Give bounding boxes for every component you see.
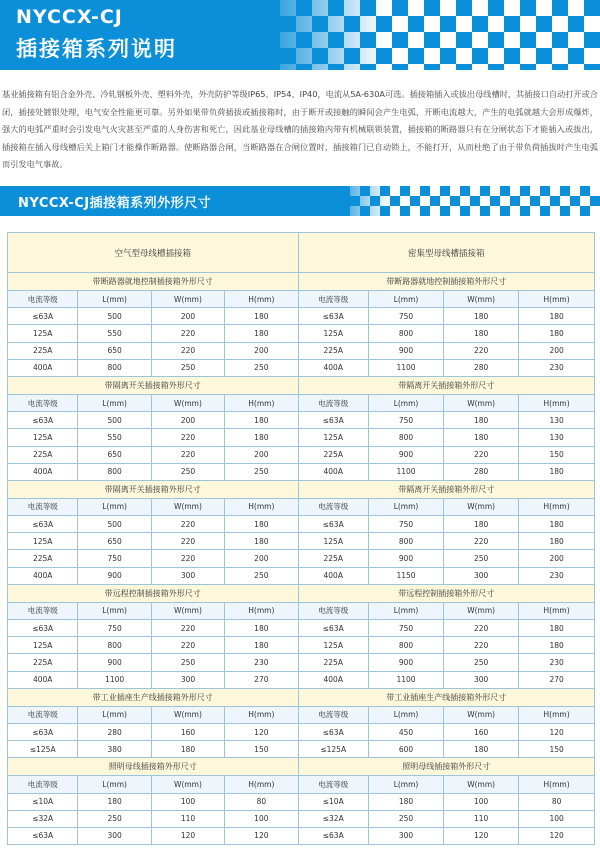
table-cell: 900	[368, 550, 443, 567]
table-cell: 180	[225, 308, 298, 325]
table-cell: 225A	[8, 550, 78, 567]
table-cell: 250	[225, 463, 298, 480]
table-cell: 180	[225, 516, 298, 533]
table-cell: ≤63A	[298, 620, 368, 637]
table-cell: 230	[225, 654, 298, 671]
table-cell: 800	[78, 637, 151, 654]
table-cell: 750	[368, 412, 443, 429]
column-header: H(mm)	[519, 394, 595, 411]
table-cell: 400A	[298, 359, 368, 376]
table-cell: 300	[151, 567, 224, 584]
column-header: 电流等级	[298, 776, 368, 793]
group-title-row	[8, 480, 595, 498]
column-header: 电流等级	[298, 291, 368, 308]
table-row	[8, 671, 595, 688]
table-cell: 130	[519, 429, 595, 446]
table-cell: 180	[444, 412, 519, 429]
column-header: H(mm)	[225, 498, 298, 515]
table-cell: 180	[225, 412, 298, 429]
table-cell: 120	[444, 827, 519, 844]
column-header: H(mm)	[225, 602, 298, 619]
table-cell: 750	[78, 550, 151, 567]
table-cell: 250	[368, 810, 443, 827]
table-cell: ≤63A	[298, 412, 368, 429]
table-cell: 130	[519, 412, 595, 429]
table-cell: 230	[519, 359, 595, 376]
table-cell: 800	[78, 359, 151, 376]
column-header: W(mm)	[444, 706, 519, 723]
table-row	[8, 412, 595, 429]
table-cell: 100	[151, 793, 224, 810]
table-cell: 250	[151, 654, 224, 671]
table-cell: 650	[78, 533, 151, 550]
table-cell: 160	[444, 723, 519, 740]
table-row	[8, 516, 595, 533]
column-header: 电流等级	[298, 602, 368, 619]
table-row	[8, 567, 595, 584]
column-header: W(mm)	[151, 291, 224, 308]
column-header: L(mm)	[368, 776, 443, 793]
table-cell: 900	[368, 446, 443, 463]
column-header: W(mm)	[151, 602, 224, 619]
table-cell: 225A	[298, 550, 368, 567]
table-cell: ≤63A	[8, 827, 78, 844]
column-header: 电流等级	[298, 394, 368, 411]
table-cell: 270	[225, 671, 298, 688]
table-row	[8, 308, 595, 325]
table-cell: 1150	[368, 567, 443, 584]
group-title: 带隔离开关插接箱外形尺寸	[8, 480, 299, 498]
page-title: 插接箱系列说明	[16, 37, 177, 61]
product-code: NYCCX-CJ	[16, 6, 123, 28]
group-title: 带断路器就地控制插接箱外形尺寸	[298, 273, 594, 291]
table-cell: 650	[78, 446, 151, 463]
table-cell: 250	[78, 810, 151, 827]
column-header: 电流等级	[8, 291, 78, 308]
table-cell: 900	[78, 654, 151, 671]
column-header: L(mm)	[78, 394, 151, 411]
table-cell: 220	[444, 342, 519, 359]
table-row	[8, 325, 595, 342]
group-title: 带隔离开关插接箱外形尺寸	[8, 376, 299, 394]
table-main-header	[8, 233, 595, 273]
column-header: H(mm)	[225, 776, 298, 793]
table-cell: 180	[444, 741, 519, 758]
group-title: 带工业插座生产线插接箱外形尺寸	[298, 688, 594, 706]
table-cell: 180	[225, 533, 298, 550]
table-cell: 220	[151, 533, 224, 550]
table-cell: 550	[78, 429, 151, 446]
table-row	[8, 827, 595, 844]
column-header: H(mm)	[225, 706, 298, 723]
table-cell: 150	[519, 741, 595, 758]
table-cell: 100	[225, 810, 298, 827]
table-row	[8, 342, 595, 359]
table-cell: 220	[151, 325, 224, 342]
group-title: 带断路器就地控制插接箱外形尺寸	[8, 273, 299, 291]
table-cell: 450	[368, 723, 443, 740]
table-row	[8, 533, 595, 550]
column-header: H(mm)	[519, 776, 595, 793]
table-cell: 200	[225, 342, 298, 359]
table-cell: 250	[444, 654, 519, 671]
table-cell: ≤63A	[8, 308, 78, 325]
table-cell: 125A	[8, 429, 78, 446]
table-cell: 900	[368, 654, 443, 671]
table-cell: 220	[151, 342, 224, 359]
table-cell: 180	[519, 533, 595, 550]
column-header: W(mm)	[444, 602, 519, 619]
table-cell: 125A	[298, 533, 368, 550]
table-cell: 180	[151, 741, 224, 758]
table-cell: 380	[78, 741, 151, 758]
column-header-row	[8, 776, 595, 793]
group-title-row	[8, 273, 595, 291]
column-header: 电流等级	[8, 706, 78, 723]
table-cell: 100	[519, 810, 595, 827]
table-cell: 400A	[298, 671, 368, 688]
group-title: 照明母线插接箱外形尺寸	[8, 758, 299, 776]
table-cell: ≤10A	[8, 793, 78, 810]
table-row	[8, 620, 595, 637]
table-cell: 400A	[298, 463, 368, 480]
table-cell: 270	[519, 671, 595, 688]
table-row	[8, 723, 595, 740]
dimensions-table	[7, 232, 595, 845]
table-cell: 220	[444, 637, 519, 654]
table-cell: 600	[368, 741, 443, 758]
table-row	[8, 550, 595, 567]
table-cell: 220	[151, 446, 224, 463]
table-cell: 280	[78, 723, 151, 740]
table-cell: 150	[519, 446, 595, 463]
column-header: H(mm)	[519, 602, 595, 619]
table-cell: 300	[78, 827, 151, 844]
table-cell: 160	[151, 723, 224, 740]
table-cell: 225A	[298, 446, 368, 463]
column-header: L(mm)	[78, 706, 151, 723]
table-cell: 120	[225, 723, 298, 740]
group-title: 带隔离开关插接箱外形尺寸	[298, 376, 594, 394]
table-cell: 300	[151, 671, 224, 688]
table-row	[8, 429, 595, 446]
table-cell: 200	[519, 550, 595, 567]
column-header: H(mm)	[225, 394, 298, 411]
table-cell: 110	[151, 810, 224, 827]
column-header: 电流等级	[298, 498, 368, 515]
table-cell: 180	[444, 325, 519, 342]
table-cell: ≤10A	[298, 793, 368, 810]
table-cell: 180	[444, 429, 519, 446]
column-header-row	[8, 498, 595, 515]
column-header: W(mm)	[151, 394, 224, 411]
table-cell: 500	[78, 412, 151, 429]
table-cell: 250	[225, 567, 298, 584]
column-header: W(mm)	[444, 394, 519, 411]
table-cell: 120	[151, 827, 224, 844]
table-cell: 500	[78, 308, 151, 325]
table-cell: 750	[78, 620, 151, 637]
column-header: 电流等级	[298, 706, 368, 723]
table-cell: 180	[225, 620, 298, 637]
table-cell: ≤32A	[8, 810, 78, 827]
table-cell: ≤63A	[8, 620, 78, 637]
table-cell: 225A	[298, 342, 368, 359]
table-cell: 180	[225, 325, 298, 342]
table-cell: 200	[225, 550, 298, 567]
table-cell: 1100	[368, 359, 443, 376]
table-cell: 400A	[8, 671, 78, 688]
table-cell: 220	[151, 429, 224, 446]
column-header: H(mm)	[519, 291, 595, 308]
table-cell: 500	[78, 516, 151, 533]
table-cell: 800	[78, 463, 151, 480]
group-title: 带远程控制插接箱外形尺寸	[298, 584, 594, 602]
table-row	[8, 359, 595, 376]
table-cell: 200	[225, 446, 298, 463]
table-cell: 900	[368, 342, 443, 359]
table-cell: 150	[225, 741, 298, 758]
table-cell: 180	[519, 637, 595, 654]
table-cell: 250	[151, 359, 224, 376]
table-cell: 1100	[368, 463, 443, 480]
table-cell: 80	[225, 793, 298, 810]
table-cell: 200	[151, 412, 224, 429]
table-cell: 180	[519, 325, 595, 342]
group-title-row	[8, 376, 595, 394]
column-header: W(mm)	[444, 776, 519, 793]
column-header: W(mm)	[151, 776, 224, 793]
table-cell: ≤63A	[298, 516, 368, 533]
column-header: L(mm)	[368, 291, 443, 308]
table-cell: 125A	[8, 325, 78, 342]
table-cell: 180	[225, 637, 298, 654]
table-cell: 220	[444, 533, 519, 550]
table-row	[8, 446, 595, 463]
column-header: L(mm)	[368, 394, 443, 411]
group-title-row	[8, 758, 595, 776]
column-header: L(mm)	[78, 776, 151, 793]
column-header-row	[8, 291, 595, 308]
table-cell: 110	[444, 810, 519, 827]
table-cell: 750	[368, 308, 443, 325]
column-header: 电流等级	[8, 498, 78, 515]
column-header: L(mm)	[78, 602, 151, 619]
table-cell: 230	[519, 654, 595, 671]
table-cell: ≤63A	[8, 412, 78, 429]
column-header-row	[8, 706, 595, 723]
table-cell: 280	[444, 359, 519, 376]
table-cell: 900	[78, 567, 151, 584]
table-cell: 750	[368, 620, 443, 637]
column-header: H(mm)	[225, 291, 298, 308]
column-header: L(mm)	[368, 706, 443, 723]
table-cell: 80	[519, 793, 595, 810]
table-cell: ≤63A	[8, 723, 78, 740]
air-busway-header: 空气型母线槽插接箱	[8, 233, 299, 273]
table-cell: 125A	[298, 637, 368, 654]
banner-fade	[255, 0, 385, 70]
column-header: H(mm)	[519, 706, 595, 723]
table-row	[8, 810, 595, 827]
table-row	[8, 741, 595, 758]
table-cell: 180	[444, 516, 519, 533]
table-cell: 250	[444, 550, 519, 567]
table-cell: 800	[368, 637, 443, 654]
table-cell: 125A	[298, 429, 368, 446]
table-cell: ≤125A	[8, 741, 78, 758]
table-cell: 220	[444, 446, 519, 463]
group-title: 照明母线插接箱外形尺寸	[298, 758, 594, 776]
table-cell: 230	[519, 567, 595, 584]
table-cell: 180	[225, 429, 298, 446]
column-header: 电流等级	[8, 394, 78, 411]
table-cell: 220	[151, 620, 224, 637]
group-title-row	[8, 584, 595, 602]
table-cell: 220	[444, 620, 519, 637]
table-cell: 180	[519, 308, 595, 325]
table-cell: 400A	[8, 567, 78, 584]
section-fade	[330, 186, 390, 216]
table-cell: 220	[151, 550, 224, 567]
table-cell: 120	[225, 827, 298, 844]
group-title: 带远程控制插接箱外形尺寸	[8, 584, 299, 602]
table-cell: 100	[444, 793, 519, 810]
table-cell: ≤63A	[298, 308, 368, 325]
column-header: H(mm)	[519, 498, 595, 515]
table-cell: 250	[225, 359, 298, 376]
column-header: 电流等级	[8, 602, 78, 619]
table-cell: 200	[519, 342, 595, 359]
group-title: 带工业插座生产线插接箱外形尺寸	[8, 688, 299, 706]
table-cell: 400A	[298, 567, 368, 584]
table-row	[8, 637, 595, 654]
table-cell: 1100	[368, 671, 443, 688]
table-cell: 120	[519, 827, 595, 844]
table-row	[8, 463, 595, 480]
table-cell: 180	[78, 793, 151, 810]
table-cell: 300	[444, 671, 519, 688]
table-cell: 180	[519, 620, 595, 637]
column-header: W(mm)	[444, 291, 519, 308]
table-row	[8, 654, 595, 671]
dimensions-table-wrap	[7, 232, 595, 845]
table-cell: 180	[519, 516, 595, 533]
group-title: 带隔离开关插接箱外形尺寸	[298, 480, 594, 498]
group-title-row	[8, 688, 595, 706]
dense-busway-header: 密集型母线槽插接箱	[298, 233, 594, 273]
table-cell: 125A	[8, 533, 78, 550]
column-header: L(mm)	[368, 602, 443, 619]
column-header: W(mm)	[151, 706, 224, 723]
table-cell: 225A	[8, 446, 78, 463]
column-header: W(mm)	[151, 498, 224, 515]
table-cell: 1100	[78, 671, 151, 688]
column-header-row	[8, 394, 595, 411]
table-row	[8, 793, 595, 810]
table-cell: ≤63A	[8, 516, 78, 533]
column-header: W(mm)	[444, 498, 519, 515]
table-cell: 550	[78, 325, 151, 342]
table-cell: 300	[368, 827, 443, 844]
table-cell: 225A	[8, 654, 78, 671]
table-cell: 750	[368, 516, 443, 533]
table-cell: 125A	[8, 637, 78, 654]
table-cell: 180	[368, 793, 443, 810]
table-cell: 800	[368, 325, 443, 342]
table-cell: ≤63A	[298, 827, 368, 844]
header-banner	[0, 0, 600, 70]
column-header: L(mm)	[368, 498, 443, 515]
table-cell: 225A	[8, 342, 78, 359]
table-cell: 180	[444, 308, 519, 325]
table-cell: 200	[151, 308, 224, 325]
table-cell: 800	[368, 533, 443, 550]
column-header: L(mm)	[78, 498, 151, 515]
table-cell: 650	[78, 342, 151, 359]
section-title: NYCCX-CJ插接箱系列外形尺寸	[18, 196, 212, 211]
column-header: 电流等级	[8, 776, 78, 793]
section-header	[0, 186, 600, 216]
table-cell: 180	[519, 463, 595, 480]
intro-paragraph: 基业插接箱有铝合金外壳、冷轧钢板外壳、塑料外壳，外壳防护等级IP65、IP54、IP40，电流从5A-630A可选。插接箱插入或拔出母线槽时，其插接口自动打开或合闭，插接处镀银处理，电气安全性能更可靠。另外如果带负荷插拔或插接箱时，由于断开或接触的瞬间会产生电弧，开断电流越大，产生的电弧就越大会形成爆炸，强大的电弧严重时会引发电气火灾甚至严重的人身伤害和死亡，因此基业母线槽的插接箱内带有机械联锁装置，插接箱的断路器只有在分闸状态下才能插入或拔出，插接箱在插入母线槽后关上箱门才能操作断路器。使断路器合闸，当断路器在合闸位置时，插接箱门已自动锁上，不能打开，从而杜绝了由于带负荷插拔时产生电弧而引发电气事故。	[2, 89, 598, 169]
table-cell: ≤125A	[298, 741, 368, 758]
table-cell: 220	[151, 637, 224, 654]
table-cell: 250	[151, 463, 224, 480]
table-cell: 400A	[8, 463, 78, 480]
table-cell: 800	[368, 429, 443, 446]
table-cell: 220	[151, 516, 224, 533]
column-header: L(mm)	[78, 291, 151, 308]
table-cell: 120	[519, 723, 595, 740]
table-cell: ≤32A	[298, 810, 368, 827]
table-cell: 300	[444, 567, 519, 584]
table-cell: 280	[444, 463, 519, 480]
table-cell: ≤63A	[298, 723, 368, 740]
column-header-row	[8, 602, 595, 619]
table-cell: 125A	[298, 325, 368, 342]
table-cell: 225A	[298, 654, 368, 671]
table-cell: 400A	[8, 359, 78, 376]
